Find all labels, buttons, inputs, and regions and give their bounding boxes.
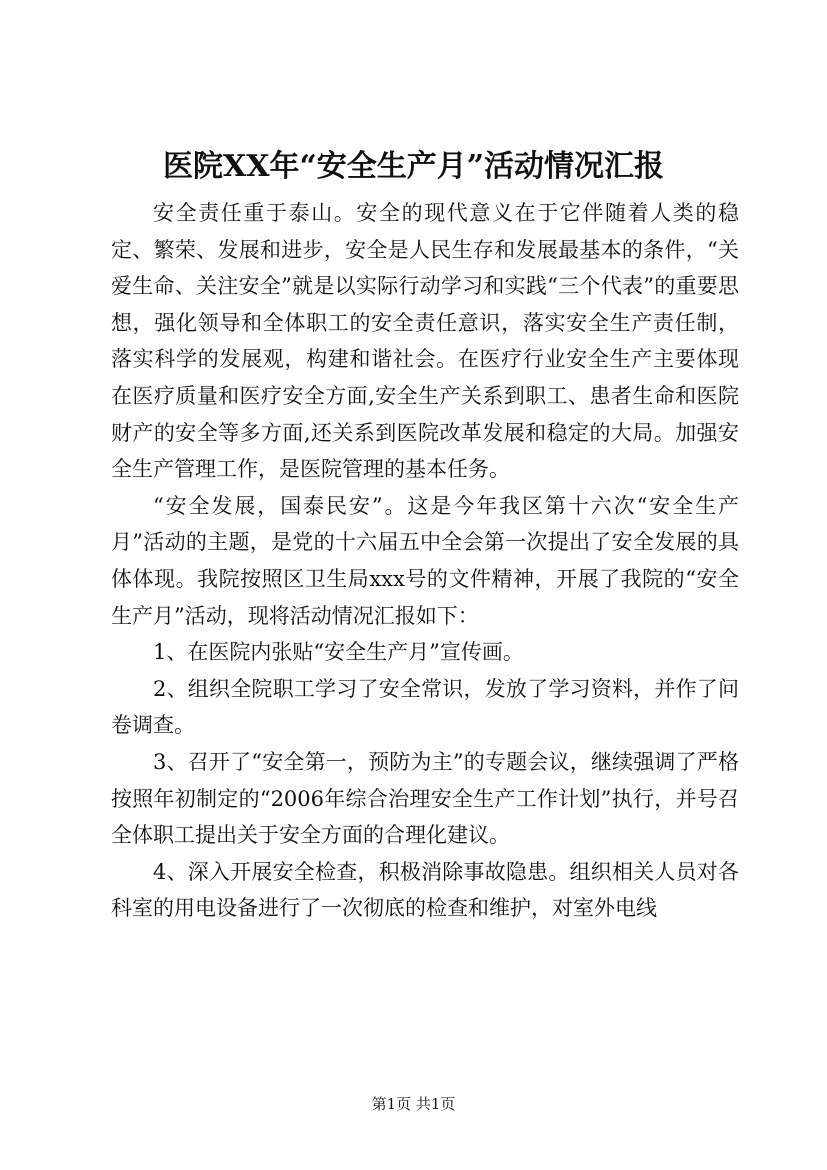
document-title: 医院XX年“安全生产月”活动情况汇报 — [162, 149, 665, 184]
paragraph-intro: 安全责任重于泰山。安全的现代意义在于它伴随着人类的稳定、繁荣、发展和进步，安全是人民生存和发展最基本的条件，“关爱生命、关注安全”就是以实际行动学习和实践“三个代表”的重要思想，强化领导和全体职工的安全责任意识，落实安全生产责任制，落实科学的发展观，构建和谐社会。在医疗行业安全生产主要体现在医疗质量和医疗安全方面,安全生产关系到职工、患者生命和医院财产的安全等多方面,还关系到医院改革发展和稳定的大局。加强安全生产管理工作，是医院管理的基本任务。 — [111, 201, 739, 482]
paragraph-item-2: 2、组织全院职工学习了安全常识，发放了学习资料，并作了问卷调查。 — [111, 676, 739, 738]
paragraph-item-4: 4、深入开展安全检查，积极消除事故隐患。组织相关人员对各科室的用电设备进行了一次彻底的检查和维护，对室外电线 — [111, 859, 739, 921]
page-footer: 第1页 共1页 — [371, 1095, 456, 1113]
paragraph-item-3: 3、召开了“安全第一，预防为主”的专题会议，继续强调了严格按照年初制定的“2006年综合治理安全生产工作计划”执行，并号召全体职工提出关于安全方面的合理化建议。 — [111, 749, 739, 848]
paragraph-item-1: 1、在医院内张贴“安全生产月”宣传画。 — [153, 640, 524, 665]
document-body — [111, 195, 739, 927]
paragraph-theme: “安全发展，国泰民安”。这是今年我区第十六次“安全生产月”活动的主题，是党的十六届五中全会第一次提出了安全发展的具体体现。我院按照区卫生局xxx号的文件精神，开展了我院的“安全生产月”活动，现将活动情况汇报如下： — [111, 493, 739, 628]
